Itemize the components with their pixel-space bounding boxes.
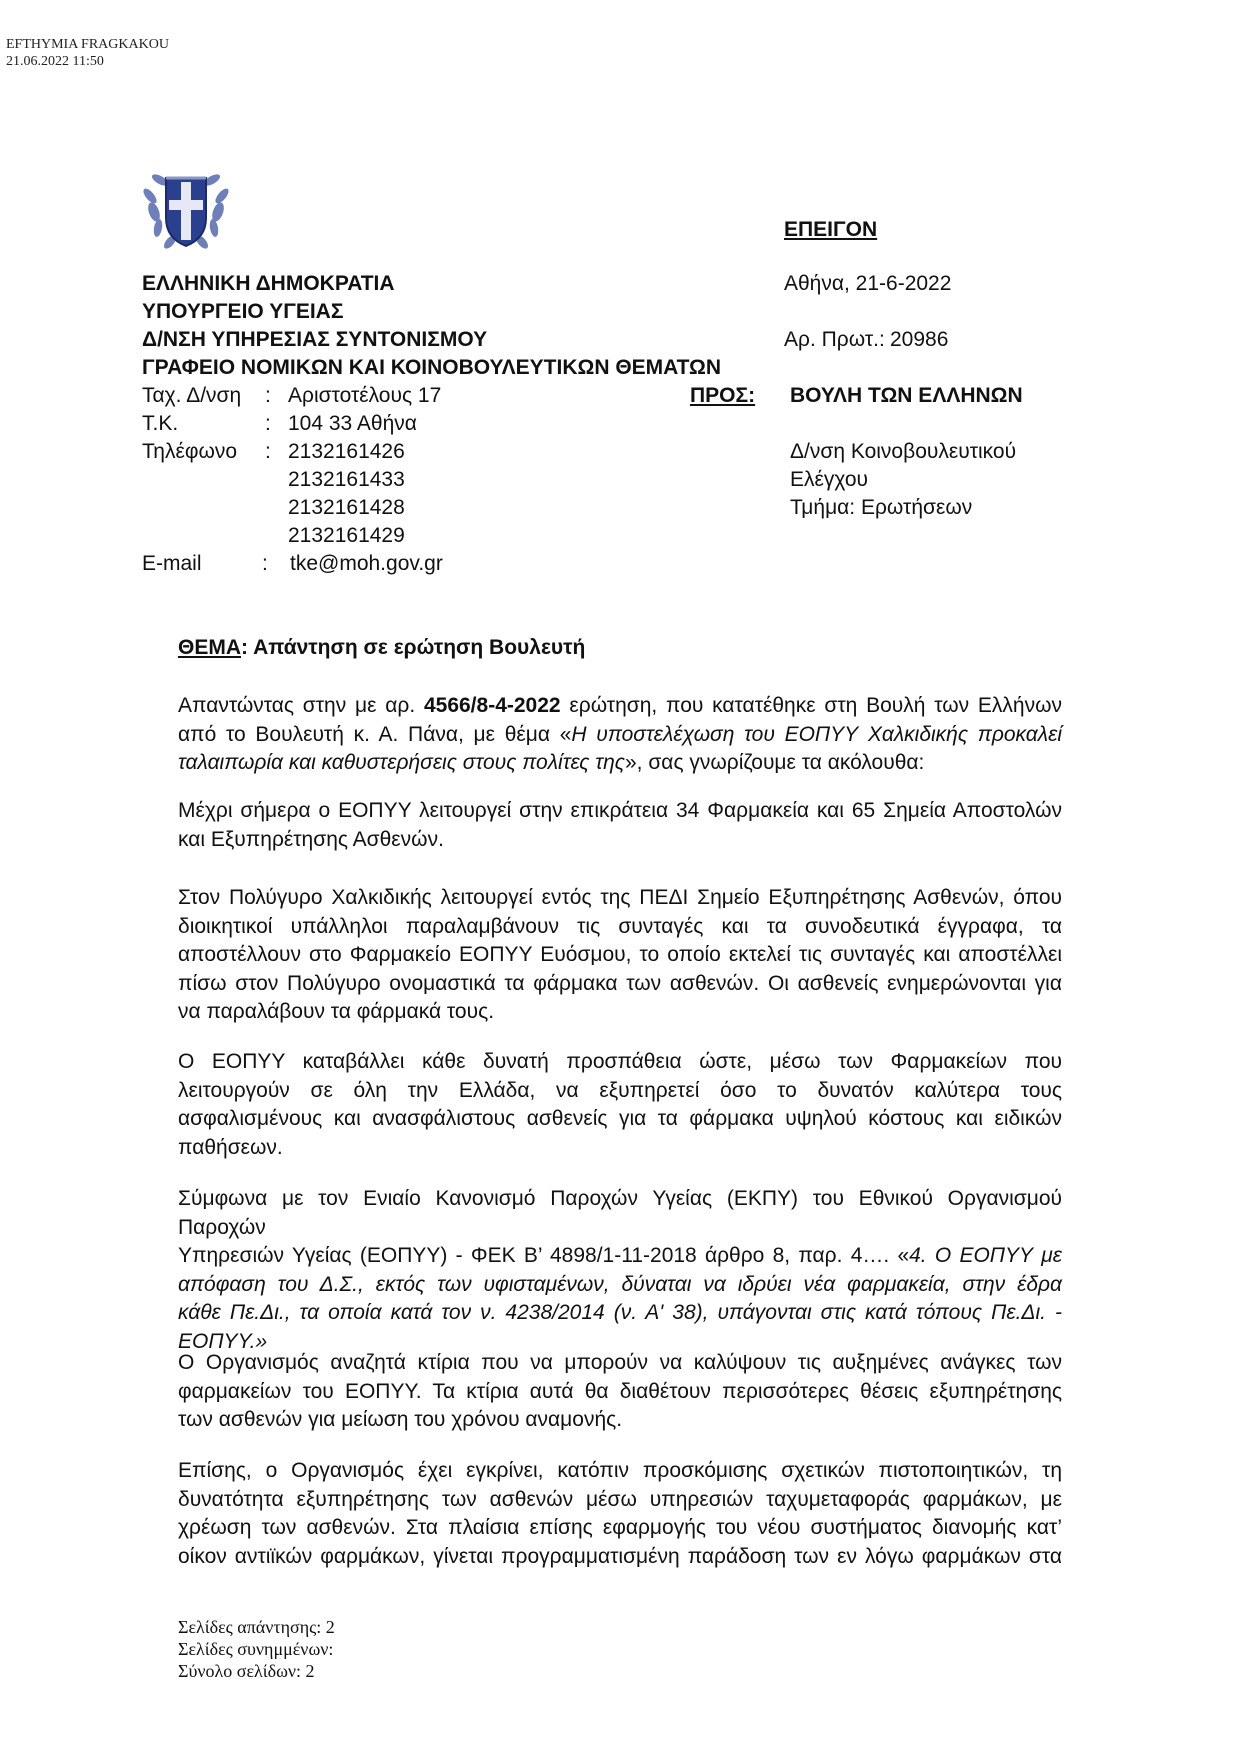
subject-text: Απάντηση σε ερώτηση Βουλευτή [253,636,586,659]
recipient-department-cont: Ελέγχου [790,468,868,491]
attachment-pages: Σελίδες συνημμένων: [178,1639,334,1659]
subject-label: ΘΕΜΑ [178,636,241,659]
document-date: Αθήνα, 21-6-2022 [784,272,952,295]
header-ministry: ΥΠΟΥΡΓΕΙΟ ΥΓΕΙΑΣ [142,300,344,323]
paragraph-2 [178,797,1062,854]
phone-label: Τηλέφωνο [142,440,238,463]
protocol-number: 20986 [890,328,949,351]
paragraph-line: πίσω στον Πολύγυρο ονομαστικά τα φάρμακα των ασθενών. Οι ασθενείς ενημερώνονται για [178,971,1062,995]
subject-line: ΘΕΜΑ: Απάντηση σε ερώτηση Βουλευτή [178,636,586,659]
paragraph-line: Στον Πολύγυρο Χαλκιδικής λειτουργεί εντός της ΠΕΔΙ Σημείο Εξυπηρέτησης Ασθενών, όπου [178,886,1062,909]
address-value: Αριστοτέλους 17 [288,384,442,407]
paragraph-line: φαρμακείων του ΕΟΠΥΥ. Τα κτίρια αυτά θα διαθέτουν περισσότερες θέσεις εξυπηρέτησης [178,1379,1062,1403]
email-label: E-mail [142,552,202,575]
paragraph-1 [178,692,1062,778]
paragraph-line: Υπηρεσιών Υγείας (ΕΟΠΥΥ) - ΦΕΚ Β’ 4898/1-11-2018 άρθρο 8, παρ. 4…. «4. Ο ΕΟΠΥΥ με [178,1244,1062,1267]
paragraph-line: ταλαιπωρία και καθυστερήσεις στους πολίτες της», σας γνωρίζουμε τα ακόλουθα: [178,751,925,774]
recipient-department: Δ/νση Κοινοβουλευτικού [790,440,1017,463]
paragraph-line: των ασθενών για μείωση του χρόνου αναμονής. [178,1408,623,1431]
email-value[interactable]: tke@moh.gov.gr [290,552,443,575]
phone-separator: : [265,440,271,463]
protocol-label: Αρ. Πρωτ.: [784,328,885,351]
paragraph-line: ασφαλισμένους και ανασφάλιστους ασθενείς για τα φάρμακα υψηλού κόστους και ειδικών [178,1107,1062,1130]
reply-pages: Σελίδες απάντησης: 2 [178,1617,335,1637]
address-label: Ταχ. Δ/νση [142,384,242,407]
paragraph-7 [178,1457,1062,1571]
recipient-name: ΒΟΥΛΗ ΤΩΝ ΕΛΛΗΝΩΝ [790,384,1023,407]
phone-number: 2132161426 [288,440,405,463]
postcode-label: Τ.Κ. [142,412,179,435]
email-separator: : [262,552,268,575]
signature-datetime: 21.06.2022 11:50 [6,54,104,69]
paragraph-line: αποστέλλουν στο Φαρμακείο ΕΟΠΥΥ Ευόσμου, το οποίο εκτελεί τις συνταγές και αποστέλλει [178,943,1062,966]
paragraph-line: απόφαση του Δ.Σ., εκτός των υφισταμένων, δύναται να ιδρύει νέα φαρμακεία, στην έδρα [178,1272,1062,1296]
postcode-separator: : [265,412,271,435]
paragraph-5 [178,1185,1062,1356]
paragraph-line: Μέχρι σήμερα ο ΕΟΠΥΥ λειτουργεί στην επικράτεια 34 Φαρμακεία και 65 Σημεία Αποστολών [178,799,1062,822]
phone-number: 2132161429 [288,524,405,547]
paragraph-line: δυνατότητα εξυπηρέτησης των ασθενών μέσω υπηρεσιών ταχυμεταφοράς φαρμάκων, με [178,1487,1062,1511]
to-label: ΠΡΟΣ: [690,384,756,407]
paragraph-line: Σύμφωνα με τον Ενιαίο Κανονισμό Παροχών Υγείας (ΕΚΠΥ) του Εθνικού Οργανισμού Παροχών [178,1187,1062,1239]
postcode-value: 104 33 Αθήνα [288,412,417,435]
total-pages: Σύνολο σελίδων: 2 [178,1661,315,1681]
paragraph-line: να παραλάβουν τα φάρμακά τους. [178,1000,495,1023]
paragraph-line: χρέωση των ασθενών. Στα πλαίσια επίσης εφαρμογής του νέου συστήματος διανομής κατ’ [178,1516,1062,1539]
phone-number: 2132161428 [288,496,405,519]
paragraph-line: κάθε Πε.Δι., τα οποία κατά τον ν. 4238/2014 (ν. Α' 38), υπάγονται στις κατά τόπους Πε.Δι. - [178,1301,1062,1324]
paragraph-line: ΕΟΠΥΥ.» [178,1329,268,1353]
page-count-footer [178,1616,335,1682]
paragraph-line: Ο Οργανισμός αναζητά κτίρια που να μπορούν να καλύψουν τις αυξημένες ανάγκες των [178,1351,1062,1374]
urgent-label: ΕΠΕΙΓΟΝ [784,218,878,241]
paragraph-6 [178,1349,1062,1435]
paragraph-3 [178,884,1062,1027]
paragraph-line: από το Βουλευτή κ. Α. Πάνα, με θέμα «Η υποστελέχωση του ΕΟΠΥΥ Χαλκιδικής προκαλεί [178,722,1062,746]
coat-of-arms-icon [136,160,236,260]
recipient-section: Τμήμα: Ερωτήσεων [790,496,973,519]
paragraph-line: οίκον αντιϊκών φαρμάκων, γίνεται προγραμματισμένη παράδοση των εν λόγω φαρμάκων στα [178,1544,1062,1568]
coat-of-arms-emblem [136,160,236,260]
paragraph-line: και Εξυπηρέτησης Ασθενών. [178,827,444,851]
phone-number: 2132161433 [288,468,405,491]
paragraph-line: λειτουργούν σε όλη την Ελλάδα, να εξυπηρετεί όσο το δυνατόν καλύτερα τους [178,1078,1062,1102]
paragraph-line: παθήσεων. [178,1135,283,1159]
paragraph-line: Επίσης, ο Οργανισμός έχει εγκρίνει, κατόπιν προσκόμισης σχετικών πιστοποιητικών, τη [178,1459,1062,1482]
address-separator: : [265,384,271,407]
paragraph-4 [178,1048,1062,1162]
paragraph-line: Απαντώντας στην με αρ. 4566/8-4-2022 ερώτηση, που κατατέθηκε στη Βουλή των Ελλήνων [178,694,1062,717]
paragraph-line: διοικητικοί υπάλληλοι παραλαμβάνουν τις συνταγές και τα συνοδευτικά έγγραφα, τα [178,914,1062,938]
header-directorate: Δ/ΝΣΗ ΥΠΗΡΕΣΙΑΣ ΣΥΝΤΟΝΙΣΜΟΥ [142,328,488,351]
header-office: ΓΡΑΦΕΙΟ ΝΟΜΙΚΩΝ ΚΑΙ ΚΟΙΝΟΒΟΥΛΕΥΤΙΚΩΝ ΘΕΜΑΤΩΝ [142,356,722,379]
question-number: 4566/8-4-2022 [423,694,561,717]
signer-name: EFTHYMIA FRAGKAKOU [6,37,169,52]
header-republic: ΕΛΛΗΝΙΚΗ ΔΗΜΟΚΡΑΤΙΑ [142,272,395,295]
paragraph-line: Ο ΕΟΠΥΥ καταβάλλει κάθε δυνατή προσπάθεια ώστε, μέσω των Φαρμακείων που [178,1050,1062,1073]
